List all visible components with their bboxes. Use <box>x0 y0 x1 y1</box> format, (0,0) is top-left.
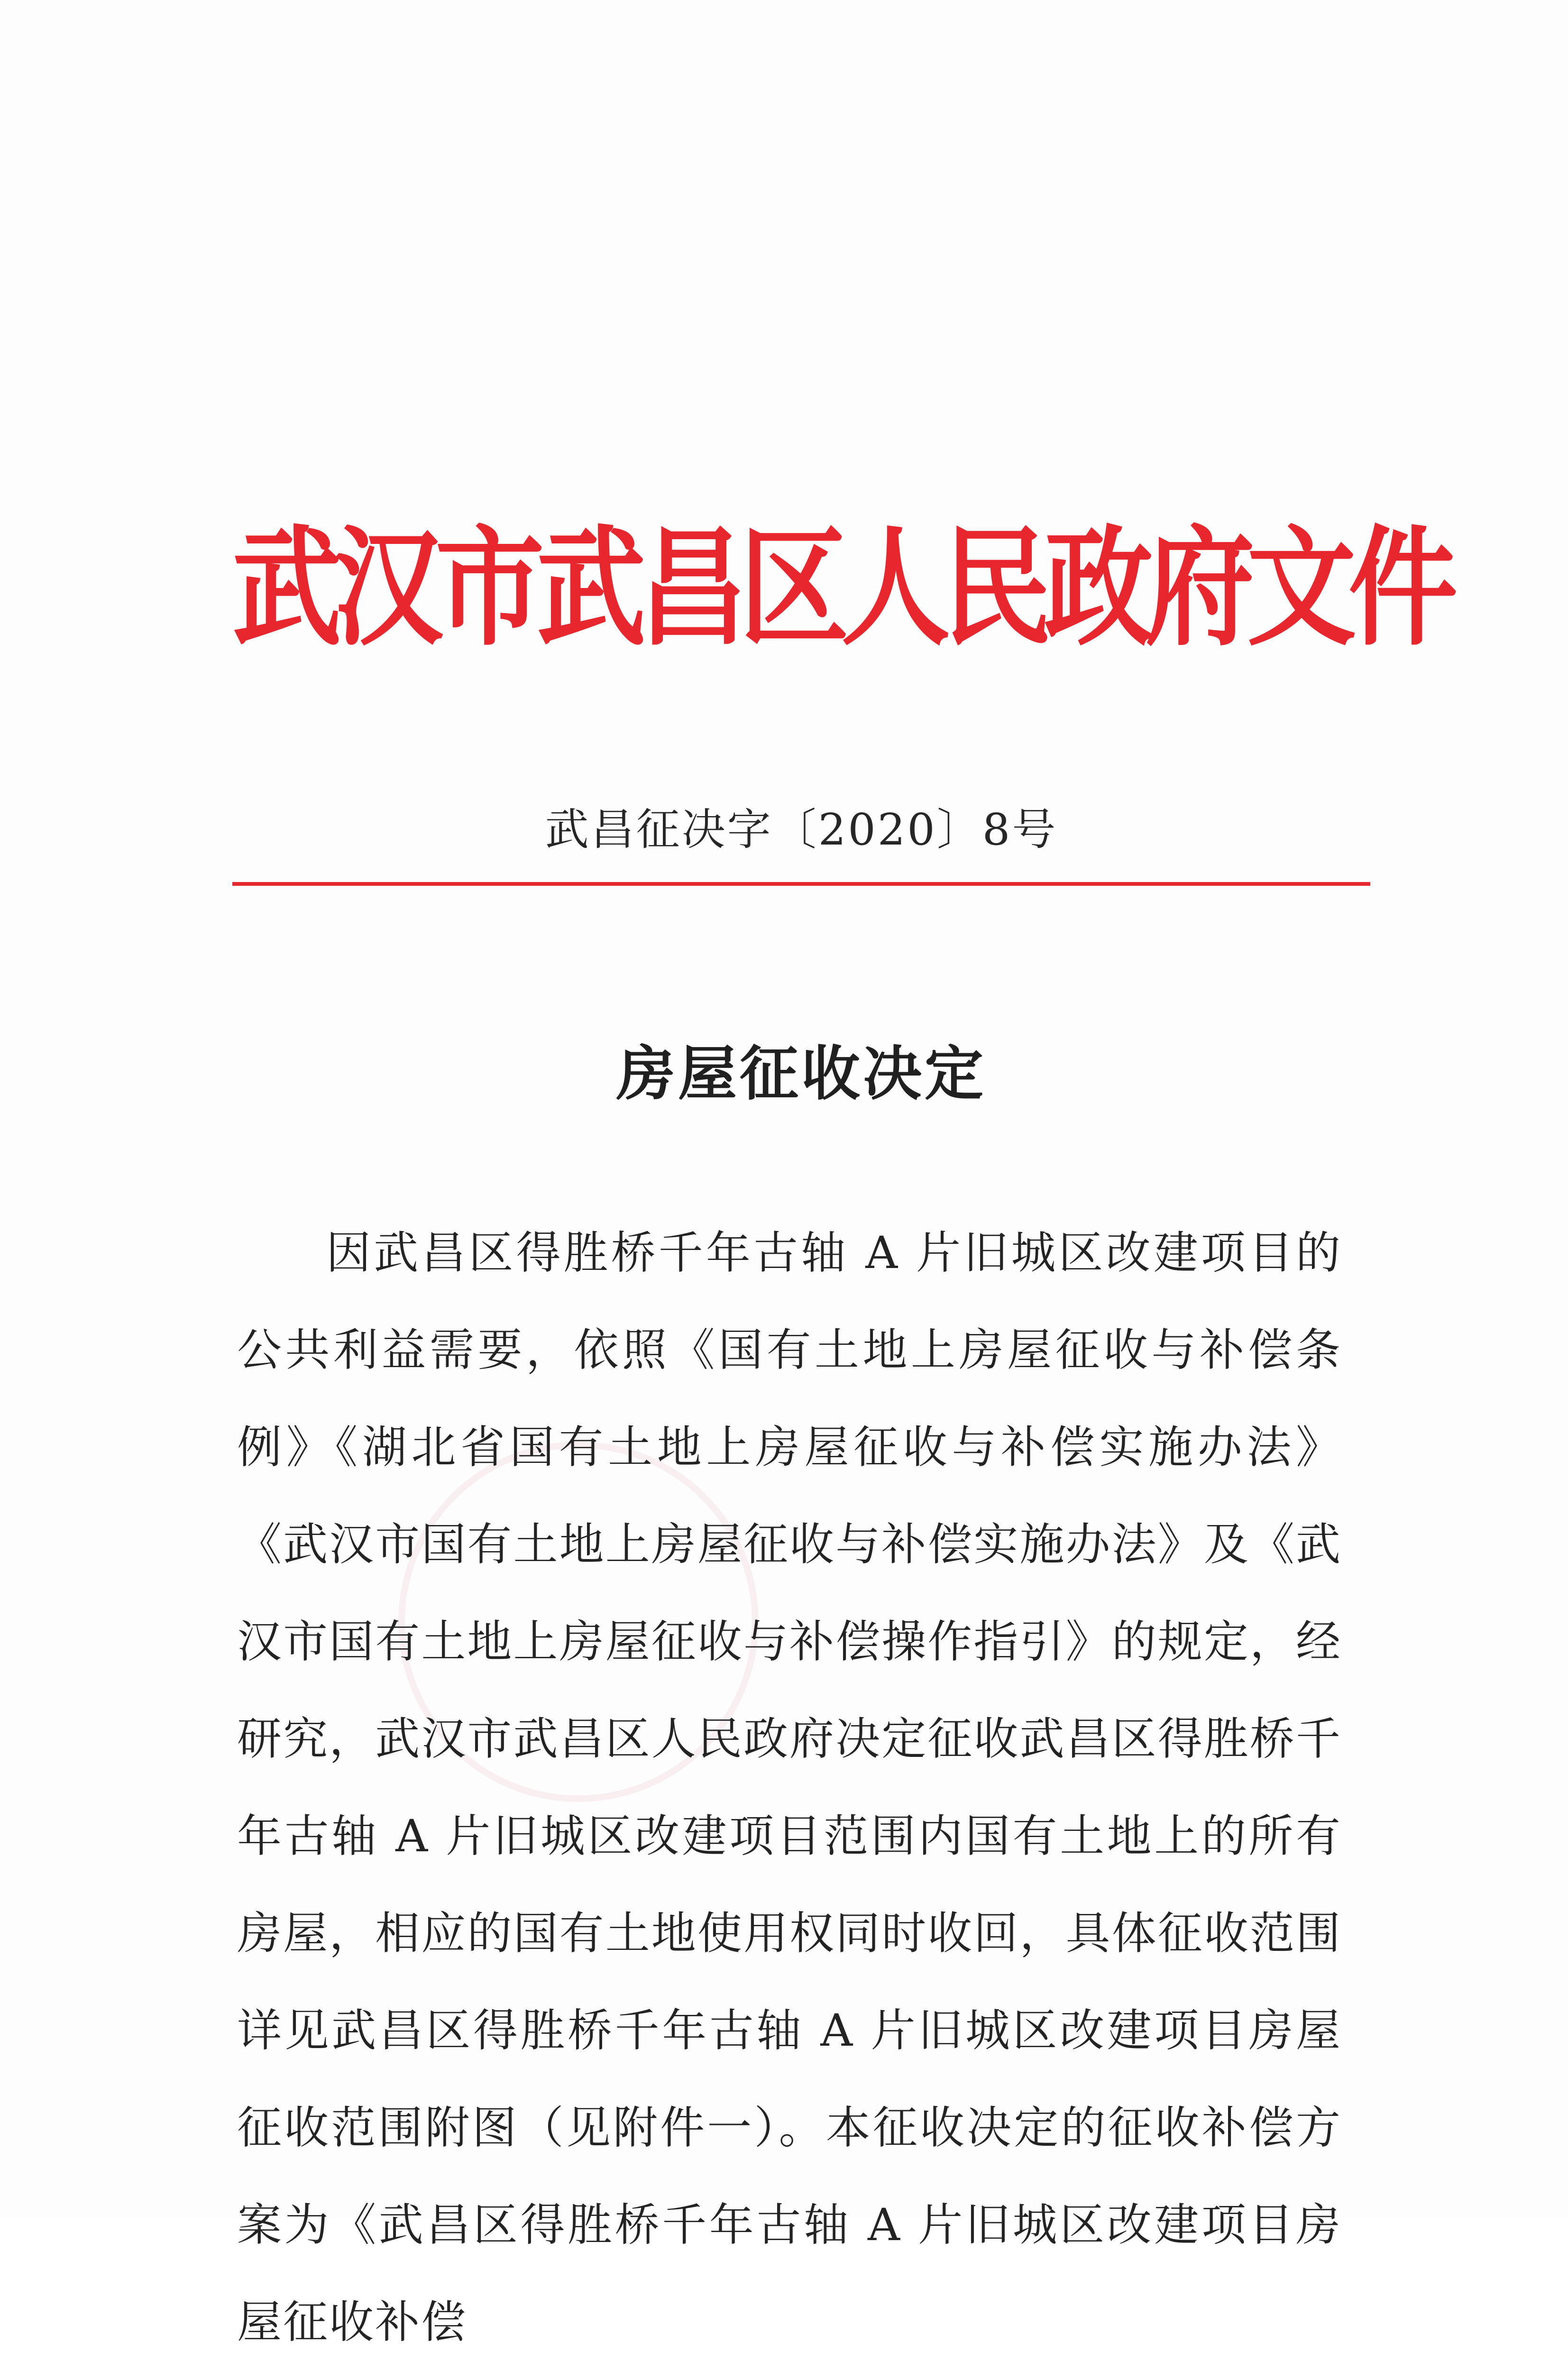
document-title: 房屋征收决定 <box>616 1039 986 1108</box>
document-number: 武昌征决字〔2020〕8号 <box>545 804 1058 855</box>
header-divider <box>232 882 1370 886</box>
document-header: 武汉市武昌区人民政府文件 <box>232 512 1450 664</box>
body-paragraph: 因武昌区得胜桥千年古轴 A 片旧城区改建项目的公共利益需要，依照《国有土地上房屋征收与补偿条例》《湖北省国有土地上房屋征收与补偿实施办法》《武汉市国有土地上房屋征收与补偿实施办法》及《武汉市国有土地上房屋征收与补偿操作指引》的规定，经研究，武汉市武昌区人民政府决定征收武昌区得胜桥千年古轴 A 片旧城区改建项目范围内国有土地上的所有房屋，相应的国有土地使用权同时收回，具体征收范围详见武昌区得胜桥千年古轴 A 片旧城区改建项目房屋征收范围附图（见附件一）。本征收决定的征收补偿方案为《武昌区得胜桥千年古轴 A 片旧城区改建项目房屋征收补偿 <box>237 1227 1342 2348</box>
